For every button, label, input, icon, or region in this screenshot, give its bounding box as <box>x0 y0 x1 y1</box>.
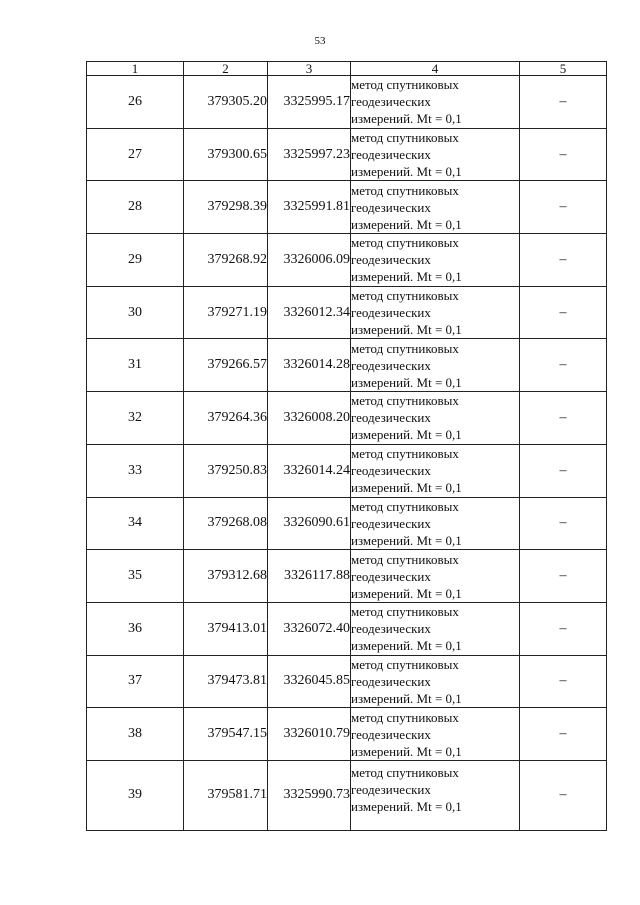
header-col-2: 2 <box>184 62 268 76</box>
method-text: метод спутниковых геодезических измерений. Mt = 0,1 <box>351 550 520 603</box>
coord-y: 3325997.23 <box>268 128 351 181</box>
page-number: 53 <box>314 35 326 47</box>
header-col-1: 1 <box>87 62 184 76</box>
coord-x: 379305.20 <box>184 76 268 129</box>
method-text: метод спутниковых геодезических измерений. Mt = 0,1 <box>351 181 520 234</box>
point-number: 27 <box>87 128 184 181</box>
coord-x: 379581.71 <box>184 760 268 830</box>
note-dash: – <box>520 128 607 181</box>
table-row <box>87 550 607 603</box>
note-dash: – <box>520 497 607 550</box>
header-col-4: 4 <box>351 62 520 76</box>
coord-y: 3326008.20 <box>268 392 351 445</box>
header-col-5: 5 <box>520 62 607 76</box>
table-body <box>87 76 607 831</box>
point-number: 34 <box>87 497 184 550</box>
note-dash: – <box>520 444 607 497</box>
method-text: метод спутниковых геодезических измерений. Mt = 0,1 <box>351 602 520 655</box>
coord-y: 3326014.24 <box>268 444 351 497</box>
method-text: метод спутниковых геодезических измерений. Mt = 0,1 <box>351 392 520 445</box>
point-number: 30 <box>87 286 184 339</box>
table-row <box>87 76 607 129</box>
coord-y: 3325995.17 <box>268 76 351 129</box>
coord-x: 379413.01 <box>184 602 268 655</box>
note-dash: – <box>520 181 607 234</box>
note-dash: – <box>520 655 607 708</box>
method-text: метод спутниковых геодезических измерений. Mt = 0,1 <box>351 286 520 339</box>
table-row <box>87 234 607 287</box>
point-number: 36 <box>87 602 184 655</box>
coord-y: 3325991.81 <box>268 181 351 234</box>
table-row <box>87 392 607 445</box>
coord-x: 379473.81 <box>184 655 268 708</box>
coord-x: 379547.15 <box>184 708 268 761</box>
coord-y: 3325990.73 <box>268 760 351 830</box>
coord-y: 3326045.85 <box>268 655 351 708</box>
table-row <box>87 128 607 181</box>
note-dash: – <box>520 708 607 761</box>
note-dash: – <box>520 76 607 129</box>
coord-y: 3326006.09 <box>268 234 351 287</box>
coord-y: 3326012.34 <box>268 286 351 339</box>
point-number: 29 <box>87 234 184 287</box>
point-number: 31 <box>87 339 184 392</box>
table-row <box>87 444 607 497</box>
coord-x: 379271.19 <box>184 286 268 339</box>
coord-y: 3326014.28 <box>268 339 351 392</box>
table-header-row <box>87 62 607 76</box>
method-text: метод спутниковых геодезических измерений. Mt = 0,1 <box>351 444 520 497</box>
coord-x: 379300.65 <box>184 128 268 181</box>
note-dash: – <box>520 550 607 603</box>
table-row <box>87 339 607 392</box>
coord-x: 379266.57 <box>184 339 268 392</box>
note-dash: – <box>520 339 607 392</box>
coord-y: 3326117.88 <box>268 550 351 603</box>
table-row <box>87 760 607 830</box>
method-text: метод спутниковых геодезических измерений. Mt = 0,1 <box>351 234 520 287</box>
point-number: 33 <box>87 444 184 497</box>
note-dash: – <box>520 602 607 655</box>
table-row <box>87 497 607 550</box>
table-row <box>87 286 607 339</box>
point-number: 37 <box>87 655 184 708</box>
point-number: 39 <box>87 760 184 830</box>
coord-x: 379264.36 <box>184 392 268 445</box>
note-dash: – <box>520 234 607 287</box>
coord-x: 379268.08 <box>184 497 268 550</box>
point-number: 28 <box>87 181 184 234</box>
method-text: метод спутниковых геодезических измерений. Mt = 0,1 <box>351 655 520 708</box>
note-dash: – <box>520 760 607 830</box>
coord-y: 3326090.61 <box>268 497 351 550</box>
table-row <box>87 708 607 761</box>
point-number: 26 <box>87 76 184 129</box>
point-number: 32 <box>87 392 184 445</box>
table-row <box>87 655 607 708</box>
note-dash: – <box>520 392 607 445</box>
note-dash: – <box>520 286 607 339</box>
method-text: метод спутниковых геодезических измерений. Mt = 0,1 <box>351 497 520 550</box>
table-row <box>87 181 607 234</box>
coord-y: 3326072.40 <box>268 602 351 655</box>
coord-x: 379298.39 <box>184 181 268 234</box>
header-col-3: 3 <box>268 62 351 76</box>
method-text: метод спутниковых геодезических измерений. Mt = 0,1 <box>351 708 520 761</box>
method-text: метод спутниковых геодезических измерений. Mt = 0,1 <box>351 339 520 392</box>
coord-x: 379312.68 <box>184 550 268 603</box>
coord-x: 379268.92 <box>184 234 268 287</box>
point-number: 38 <box>87 708 184 761</box>
coordinates-table <box>86 61 607 831</box>
coord-y: 3326010.79 <box>268 708 351 761</box>
method-text: метод спутниковых геодезических измерений. Mt = 0,1 <box>351 76 520 129</box>
point-number: 35 <box>87 550 184 603</box>
coord-x: 379250.83 <box>184 444 268 497</box>
method-text: метод спутниковых геодезических измерений. Mt = 0,1 <box>351 760 520 830</box>
method-text: метод спутниковых геодезических измерений. Mt = 0,1 <box>351 128 520 181</box>
table-row <box>87 602 607 655</box>
